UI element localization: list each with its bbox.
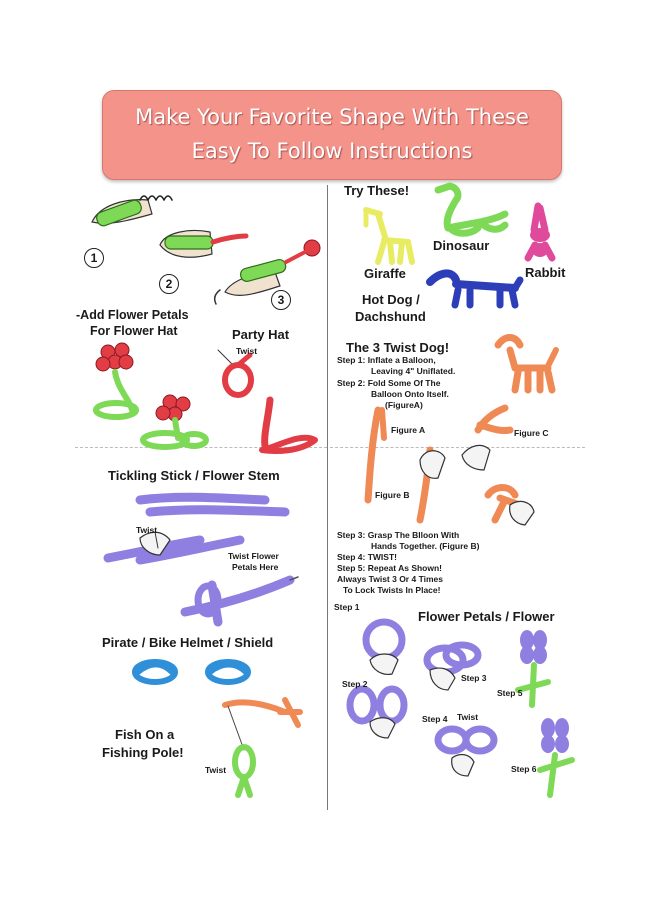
- flower-step-6-label: Step 6: [511, 764, 537, 774]
- twist-flower-label-line-1: Twist Flower: [228, 551, 279, 561]
- figure-b-illustration: [420, 450, 445, 520]
- fishing-pole-illustration: [225, 700, 300, 795]
- flower-step-1-illustration: [366, 622, 402, 674]
- twist-dog-illustration: [498, 338, 556, 391]
- hotdog-label-line-1: Hot Dog /: [362, 292, 420, 307]
- pump-step-3-illustration: [215, 240, 320, 304]
- twist-dog-step-2-cont: Balloon Onto Itself.: [371, 389, 449, 399]
- dinosaur-illustration: [438, 186, 505, 233]
- fish-twist-label: Twist: [205, 765, 227, 775]
- twist-flower-label-line-2: Petals Here: [232, 562, 279, 572]
- rabbit-illustration: [528, 206, 552, 258]
- giraffe-label: Giraffe: [364, 266, 406, 281]
- flower-step-4-label: Step 4: [422, 714, 448, 724]
- twist-dog-step-2: Step 2: Fold Some Of The: [337, 378, 441, 388]
- fish-label-line-2: Fishing Pole!: [102, 745, 184, 760]
- figure-a-illustration: [368, 410, 384, 500]
- step-number-3: 3: [271, 290, 291, 310]
- flower-petals-heading: Flower Petals / Flower: [418, 609, 555, 624]
- banner-title-line-1: Make Your Favorite Shape With These: [135, 105, 529, 129]
- giraffe-illustration: [366, 210, 412, 262]
- flower-step-4-twist-label: Twist: [457, 712, 479, 722]
- flower-step-3-label: Step 3: [461, 673, 487, 683]
- hotdog-dachshund-illustration: [430, 273, 520, 305]
- twist-dog-figure-a-ref: (FigureA): [385, 400, 423, 410]
- fish-label-line-1: Fish On a: [115, 727, 175, 742]
- hotdog-label-line-2: Dachshund: [355, 309, 426, 324]
- party-hat-twist-label: Twist: [236, 346, 258, 356]
- step-number-1: 1: [84, 248, 104, 268]
- twist-dog-note-line-2: To Lock Twists In Place!: [343, 585, 441, 595]
- twist-dog-step-1-cont: Leaving 4" Uniflated.: [371, 366, 456, 376]
- pirate-helmet-illustration: [135, 662, 248, 682]
- flower-step-1-label: Step 1: [334, 602, 360, 612]
- flower-step-2-label: Step 2: [342, 679, 368, 689]
- twist-dog-step-4: Step 4: TWIST!: [337, 552, 397, 562]
- twist-dog-step-5: Step 5: Repeat As Shown!: [337, 563, 443, 573]
- pirate-helmet-label: Pirate / Bike Helmet / Shield: [102, 635, 274, 650]
- twist-dog-step-1: Step 1: Inflate a Balloon,: [337, 355, 436, 365]
- twist-dog-step-3-cont: Hands Together. (Figure B): [371, 541, 480, 551]
- figure-c-illustration: [462, 408, 534, 525]
- figure-c-label: Figure C: [514, 428, 549, 438]
- twist-dog-title: The 3 Twist Dog!: [346, 340, 450, 355]
- flower-step-4-illustration: [438, 729, 494, 776]
- tickling-stick-twist-label: Twist: [136, 525, 158, 535]
- party-hat-illustration: [218, 350, 315, 451]
- tickling-stick-label: Tickling Stick / Flower Stem: [108, 468, 280, 483]
- figure-b-label: Figure B: [375, 490, 410, 500]
- pump-step-1-illustration: [92, 196, 172, 227]
- flower-hat-illustration: [96, 343, 206, 447]
- flower-step-2-illustration: [350, 689, 404, 738]
- dinosaur-label: Dinosaur: [433, 238, 490, 253]
- flower-step-6-illustration: [540, 718, 572, 795]
- party-hat-label: Party Hat: [232, 327, 290, 342]
- banner-title-line-2: Easy To Follow Instructions: [191, 139, 473, 163]
- pump-step-2-illustration: [160, 231, 246, 258]
- flower-hat-label-line-2: For Flower Hat: [90, 324, 178, 338]
- figure-a-label: Figure A: [391, 425, 426, 435]
- step-number-2: 2: [159, 274, 179, 294]
- flower-step-5-label: Step 5: [497, 688, 523, 698]
- twist-dog-step-3: Step 3: Grasp The Blloon With: [337, 530, 460, 540]
- twist-dog-note-line-1: Always Twist 3 Or 4 Times: [337, 574, 443, 584]
- flower-hat-label-line-1: -Add Flower Petals: [76, 308, 189, 322]
- try-these-heading: Try These!: [344, 183, 410, 198]
- rabbit-label: Rabbit: [525, 265, 566, 280]
